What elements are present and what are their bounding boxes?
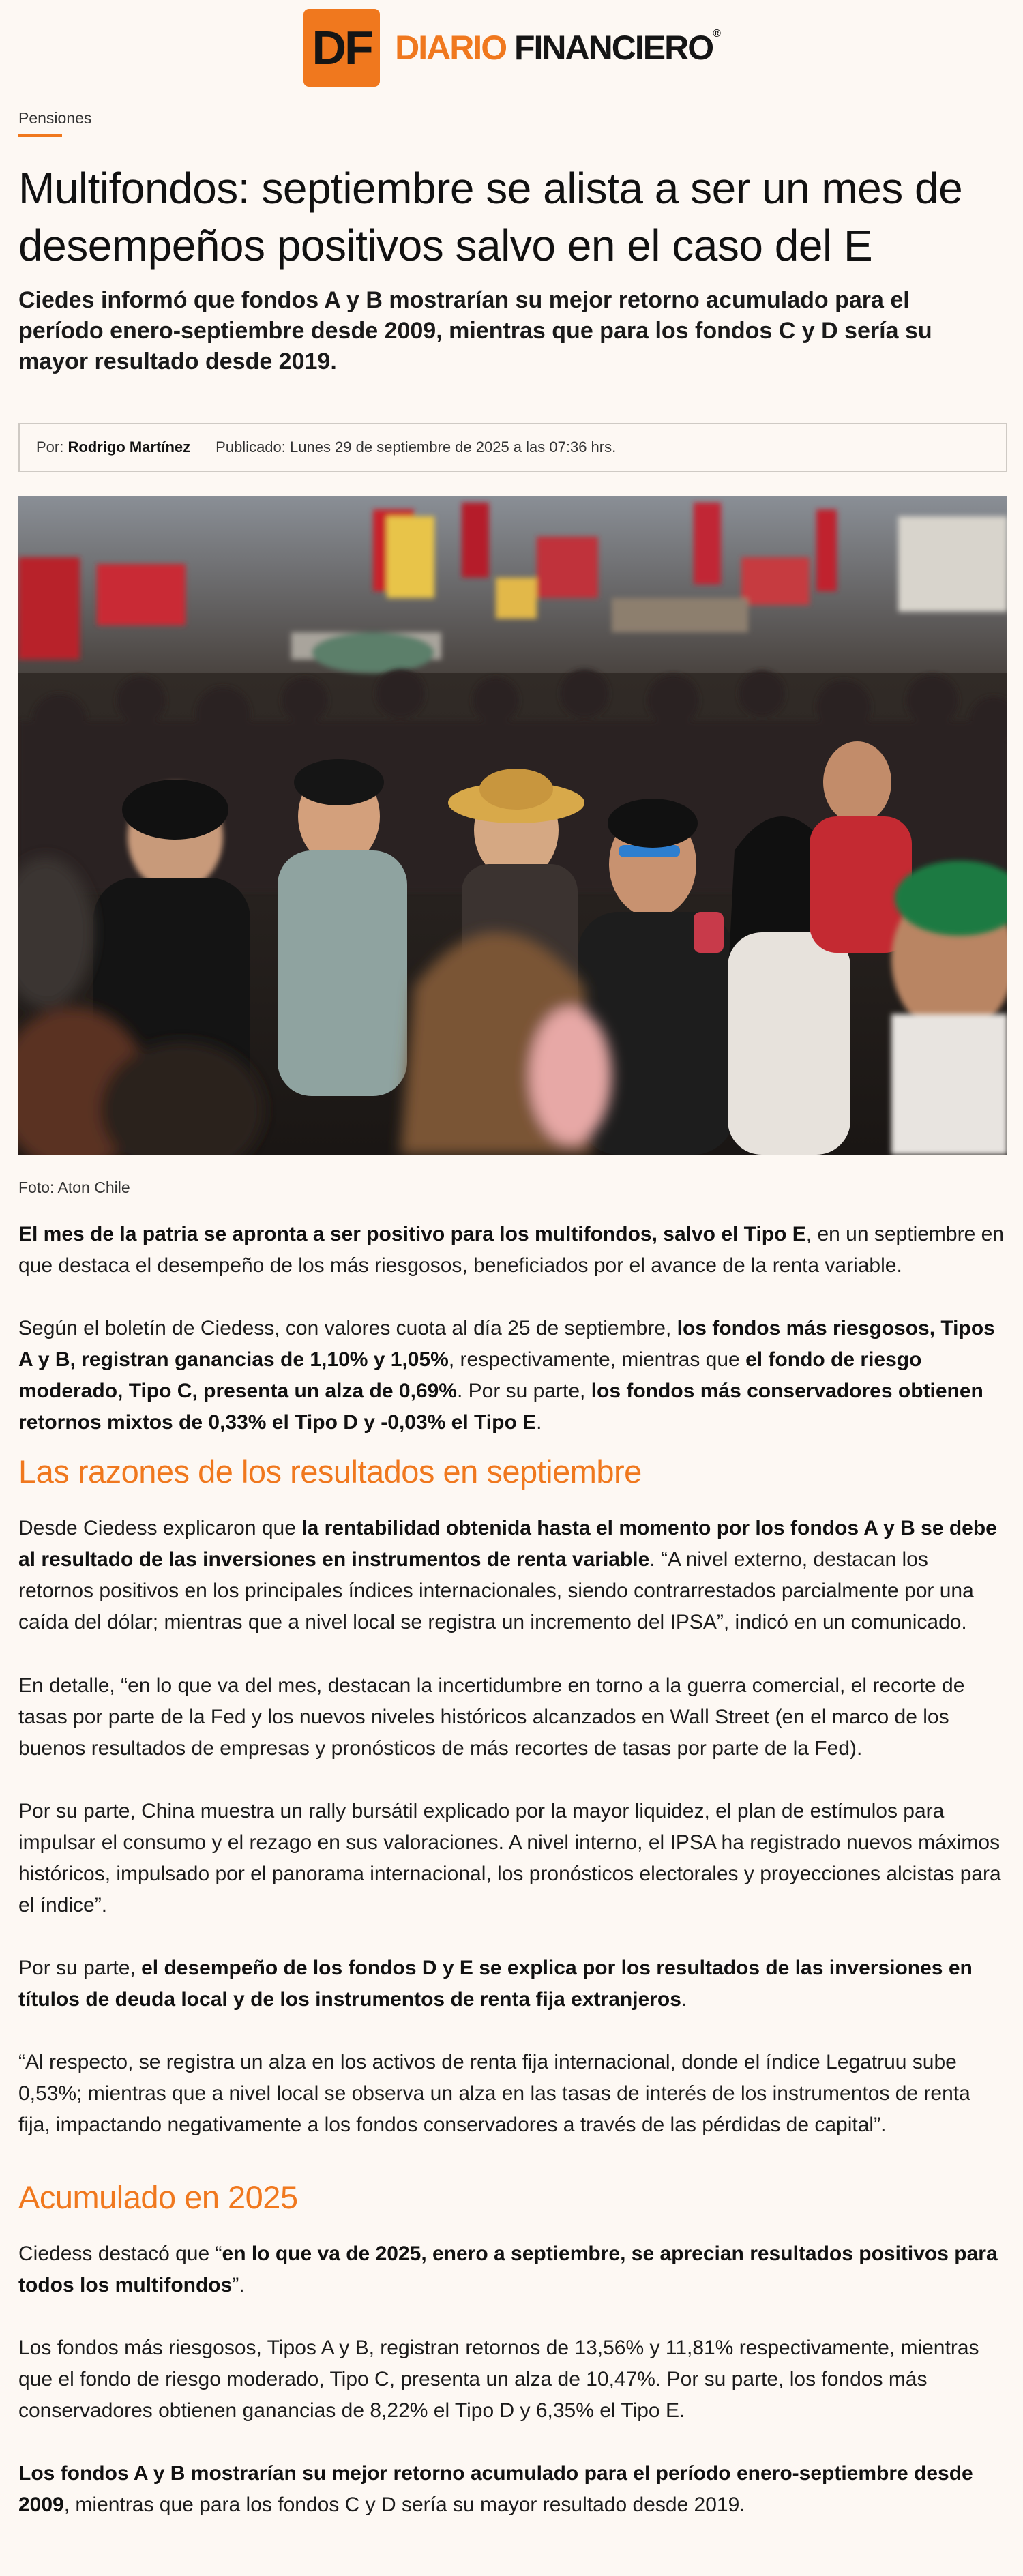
paragraph-1 [18, 1219, 1007, 1282]
df-logo-mark [303, 9, 380, 87]
paragraph-2-bold-2: el fondo de riesgo moderado, Tipo C, presenta un alza de 0,69% [18, 1348, 922, 1402]
paragraph-8-bold: en lo que va de 2025, enero a septiembre, se aprecian resultados positivos para todos los multifondos [18, 2242, 998, 2296]
paragraph-2-bold-3: los fondos más conservadores obtienen retornos mixtos de 0,33% el Tipo D y -0,03% el Tipo E [18, 1380, 983, 1434]
paragraph-10 [18, 2458, 1007, 2521]
section-tag-link[interactable]: Pensiones [18, 109, 92, 127]
paragraph-8 [18, 2238, 1007, 2301]
paragraph-4: En detalle, “en lo que va del mes, destacan la incertidumbre en torno a la guerra comercial, el recorte de tasas por parte de la Fed y los nuevos niveles históricos alcanzados en Wall Street (en el marco de los buenos resultados de empresas y pronósticos de más recortes de tasas por parte de la Fed). [18, 1674, 965, 1760]
site-header [0, 8, 1023, 88]
paragraph-2-text-2: , respectivamente, mientras que [448, 1348, 746, 1371]
paragraph-2-text-3: . Por su parte, [456, 1380, 591, 1402]
paragraph-6-text-1: Por su parte, [18, 1957, 142, 1979]
paragraph-1-text: , en un septiembre en que destaca el desempeño de los más riesgosos, beneficiados por el avance de la renta variable. [18, 1223, 1004, 1277]
df-logo-letters: DF [312, 21, 372, 74]
paragraph-10-bold: Los fondos A y B mostrarían su mejor retorno acumulado para el período enero-septiembre desde 2009 [18, 2462, 973, 2516]
byline-box [18, 423, 1007, 472]
paragraph-9: Los fondos más riesgosos, Tipos A y B, registran retornos de 13,56% y 11,81% respectivamente, mientras que el fondo de riesgo moderado, Tipo C, presenta un alza de 10,47%. Por su parte, los fondos más conservadores obtienen ganancias de 8,22% el Tipo D y 6,35% el Tipo E. [18, 2337, 979, 2422]
paragraph-3-text-2: . “A nivel externo, destacan los retornos positivos en los principales índices internacionales, siendo contrarrestados parcialmente por una caída del dólar; mientras que a nivel local se registra un incremento del IPSA”, indicó en un comunicado. [18, 1548, 974, 1633]
subheading-razones: Las razones de los resultados en septiembre [18, 1453, 642, 1490]
paragraph-6 [18, 1953, 1007, 2015]
article-lead: Ciedes informó que fondos A y B mostrarían su mejor retorno acumulado para el período enero-septiembre desde 2009, mientras que para los fondos C y D sería su mayor resultado desde 2019. [18, 287, 932, 374]
paragraph-3 [18, 1513, 1007, 1638]
crowd-photo-illustration [18, 496, 1007, 1155]
paragraph-2-text-1: Según el boletín de Ciedess, con valores cuota al día 25 de septiembre, [18, 1317, 677, 1339]
paragraph-3-text-1: Desde Ciedess explicaron que [18, 1517, 302, 1539]
logo-word-diario: DIARIO [395, 29, 507, 67]
paragraph-8-text-1: Ciedess destacó que “ [18, 2242, 222, 2265]
article-headline: Multifondos: septiembre se alista a ser un mes de desempeños positivos salvo en el caso del E [18, 164, 963, 270]
paragraph-6-text-2: . [681, 1988, 687, 2011]
paragraph-10-text: , mientras que para los fondos C y D sería su mayor resultado desde 2019. [63, 2493, 745, 2516]
paragraph-7: “Al respecto, se registra un alza en los activos de renta fija internacional, donde el índice Legatruu sube 0,53%; mientras que a nivel local se observa un alza en las tasas de interés de los instrumentos de renta fija, impactando negativamente a los fondos conservadores a través de las pérdidas de capital”. [18, 2051, 970, 2136]
article-photo [18, 496, 1007, 1155]
paragraph-3-bold: la rentabilidad obtenida hasta el momento por los fondos A y B se debe al resultado de las inversiones en instrumentos de renta variable [18, 1517, 997, 1571]
df-logo[interactable] [303, 9, 720, 87]
byline-label: Por: [36, 439, 64, 456]
byline-published: Publicado: Lunes 29 de septiembre de 2025 a las 07:36 hrs. [216, 439, 617, 456]
photo-credit: Foto: Aton Chile [18, 1179, 130, 1196]
paragraph-2-text-4: . [536, 1411, 542, 1434]
subheading-acumulado: Acumulado en 2025 [18, 2179, 298, 2215]
paragraph-1-bold: El mes de la patria se apronta a ser positivo para los multifondos, salvo el Tipo E [18, 1223, 806, 1245]
paragraph-6-bold: el desempeño de los fondos D y E se explica por los resultados de las inversiones en títulos de deuda local y de los instrumentos de renta fija extranjeros [18, 1957, 973, 2011]
df-logo-wordmark [395, 28, 720, 68]
paragraph-8-text-2: ”. [232, 2274, 245, 2296]
paragraph-5: Por su parte, China muestra un rally bursátil explicado por la mayor liquidez, el plan de estímulos para impulsar el consumo y el rezago en sus valoraciones. A nivel interno, el IPSA ha registrado nuevos máximos históricos, impulsado por el panorama internacional, los pronósticos electorales y proyecciones alcistas para el índice”. [18, 1800, 1001, 1916]
logo-word-financiero: FINANCIERO [514, 29, 713, 67]
section-underline [18, 134, 62, 137]
registered-mark: ® [713, 28, 720, 40]
byline-author[interactable]: Rodrigo Martínez [68, 439, 191, 456]
paragraph-2-bold-1: los fondos más riesgosos, Tipos A y B, registran ganancias de 1,10% y 1,05% [18, 1317, 995, 1371]
paragraph-2 [18, 1313, 1007, 1438]
